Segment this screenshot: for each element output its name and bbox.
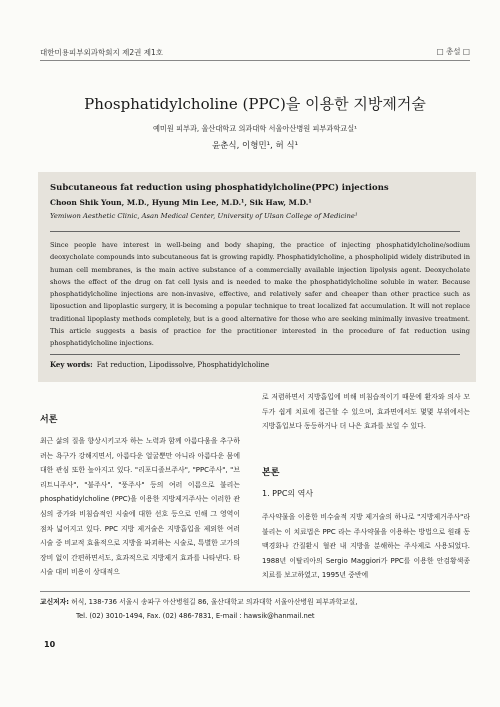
author-list: 윤춘식, 이형민¹, 허 식¹	[211, 141, 298, 151]
affiliation: 예미원 피부과, 울산대학교 의과대학 서울아산병원 피부과학교실¹	[152, 124, 358, 133]
keywords-label: Key words:	[50, 360, 93, 369]
intro-continuation: 로 저렴하면서 지방흡입에 비해 비침습적이기 때문에 환자와 의사 모두가 쉽게 치료에 접근할 수 있으며, 효과면에서도 몇몇 부위에서는 지방흡입보다 동등하거나 더 나은 효과를 보일 수 있다.	[262, 393, 470, 431]
correspondence-contact: Tel. (02) 3010-1494, Fax. (02) 486-7831, E-mail : hawsik@hanmail.net	[76, 612, 315, 620]
intro-heading: 서론	[40, 415, 58, 425]
correspondence-address: 허식, 138-736 서울시 송파구 아산병원길 86, 울산대학교 의과대학 서울아산병원 피부과학교실,	[71, 598, 358, 606]
abstract-affiliation: Yemiwon Aesthetic Clinic, Asan Medical Center, University of Ulsan College of Medicine¹	[50, 212, 358, 220]
history-paragraph: 주사약물을 이용한 비수술적 지방 제거술의 하나로 "지방제거주사"라 불리는 이 치료법은 PPC 라는 주사약물을 이용하는 방법으로 원래 동맥경화나 간질환시 혈관 내 지방을 분해하는 주사제로 사용되었다. 1988년 이탈리아의 Sergio Maggiori가 PPC를 이용한 안검황색종 치료를 보고하였고, 1995년 중반에	[262, 513, 470, 580]
journal-header: 대한미용피부외과학회지 제2권 제1호	[40, 48, 163, 57]
keywords-text: Fat reduction, Lipodissolve, Phosphatidylcholine	[96, 361, 270, 369]
keywords	[50, 360, 269, 369]
abstract-divider	[50, 231, 460, 232]
footer-divider	[40, 591, 470, 592]
intro-paragraph: 최근 삶의 질을 향상시키고자 하는 노력과 함께 아름다움을 추구하려는 욕구가 강해지면서, 아름다운 얼굴뿐만 아니라 아름다운 몸에 대한 관심 또한 높아지고 있다. "리포디졸브주사", "PPC주사", "브리트니주사", "불주사", "풍주사" 등의 여러 이름으로 불리는 phosphatidylcholine (PPC)을 이용한 지방제거주사는 이러한 관심의 증가와 비침습적인 시술에 대한 선호 등으로 인해 그 영역이 점차 넓어지고 있다. PPC 지방 제거술은 지방흡입을 제외한 여러 시술 중 비교적 효율적으로 지방을 파괴하는 시술로, 특별한 고가의 장비 없이 간편하면서도, 효과적으로 지방제거 효과를 나타낸다. 타 시술 대비 비용이 상대적으	[40, 437, 240, 577]
abstract-title: Subcutaneous fat reduction using phosphatidylcholine(PPC) injections	[50, 183, 389, 193]
body-heading: 본론	[262, 468, 280, 478]
section-label: □ 총설 □	[436, 47, 470, 56]
keywords-divider	[50, 354, 460, 355]
page-number: 10	[44, 640, 56, 649]
header-divider	[40, 60, 470, 61]
history-subheading: 1. PPC의 역사	[262, 489, 314, 498]
correspondence-label: 교신저자:	[40, 598, 69, 606]
abstract-body: Since people have interest in well-being and body shaping, the practice of injecting phosphatidylcholine/sodium deoxycholate compounds into subcutaneous fat is growing rapidly. Phosphatidylcholine, a phospholipid widely distributed in human cell membranes, is the main active substance of a commercially available injection lipolysis agent. Deoxycholate shows the effect of the drug on fat cell lysis and is needed to make the phosphatidylcholine soluble in water. Because phosphatidylcholine injections are non-invasive, effective, and relatively safer and cheaper than other practice such as liposuction and lipoplastic surgery, it is becoming a popular technique to treat localized fat accumulation. It will not replace traditional lipoplasty methods completely, but is a good alternative for those who are seeking minimally invasive treatment. This article suggests a basis of practice for the practitioner interested in the procedure of fat reduction using phosphatidylcholine injections.	[50, 241, 470, 348]
abstract-authors: Choon Shik Youn, M.D., Hyung Min Lee, M.D.¹, Sik Haw, M.D.¹	[50, 198, 312, 207]
correspondence-footer	[40, 595, 470, 623]
article-title: Phosphatidylcholine (PPC)을 이용한 지방제거술	[84, 95, 426, 113]
